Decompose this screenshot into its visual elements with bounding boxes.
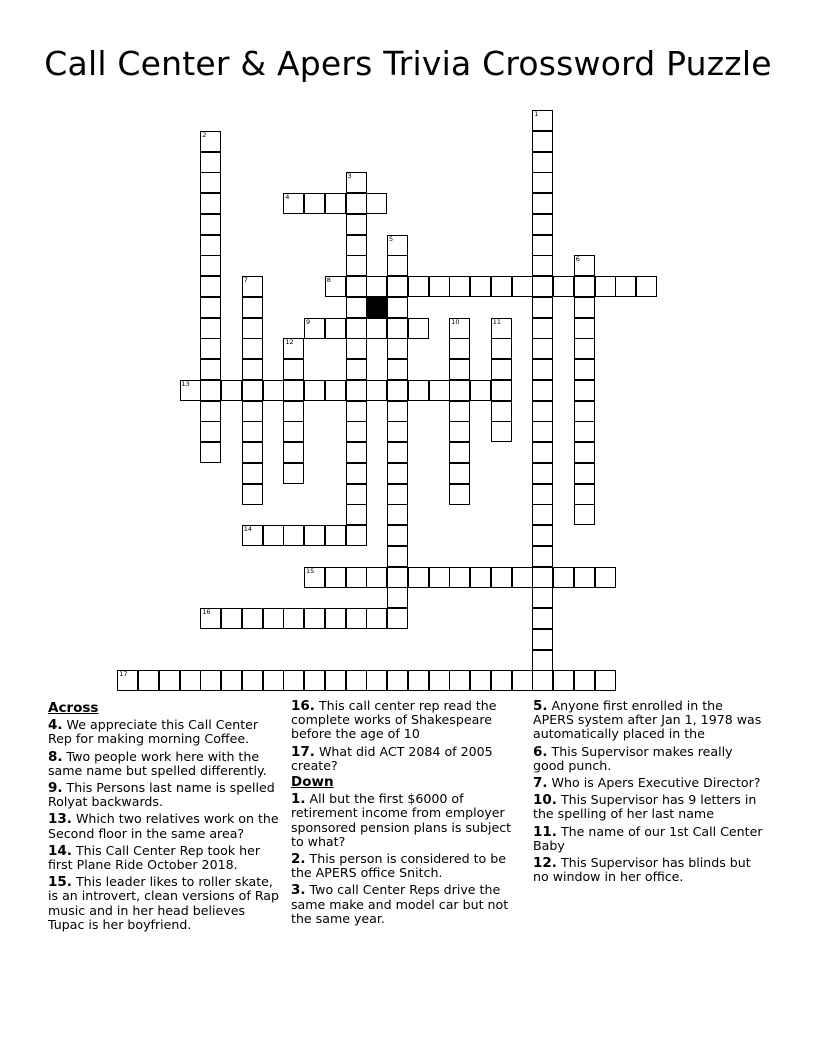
clue-down-1: 1. All but the first $6000 of retirement income from employer sponsored pension plans is subject to what?: [291, 791, 512, 849]
grid-cell[interactable]: [325, 276, 346, 297]
grid-cell[interactable]: [346, 380, 367, 401]
grid-cell[interactable]: [200, 193, 221, 214]
grid-cell[interactable]: [221, 670, 242, 691]
grid-cell[interactable]: [532, 152, 553, 173]
grid-cell[interactable]: [574, 567, 595, 588]
grid-cell[interactable]: [200, 338, 221, 359]
grid-cell[interactable]: [491, 338, 512, 359]
grid-cell[interactable]: [636, 276, 657, 297]
grid-cell[interactable]: [283, 401, 304, 422]
grid-cell[interactable]: [346, 525, 367, 546]
grid-cell[interactable]: [242, 297, 263, 318]
clue-number-label: 17: [119, 670, 128, 679]
grid-cell[interactable]: [242, 421, 263, 442]
grid-cell[interactable]: [387, 318, 408, 339]
grid-cell[interactable]: [574, 463, 595, 484]
clue-column-2: [291, 699, 523, 926]
grid-cell[interactable]: [512, 670, 533, 691]
grid-cell[interactable]: [491, 670, 512, 691]
grid-cell[interactable]: [159, 670, 180, 691]
grid-cell[interactable]: [491, 318, 512, 339]
grid-cell[interactable]: [221, 380, 242, 401]
grid-cell[interactable]: [346, 297, 367, 318]
grid-cell[interactable]: [532, 525, 553, 546]
grid-cell[interactable]: [366, 276, 387, 297]
grid-cell[interactable]: [532, 193, 553, 214]
grid-cell[interactable]: [325, 380, 346, 401]
clue-number-label: 3: [347, 172, 352, 181]
grid-cell[interactable]: [366, 608, 387, 629]
down-heading: Down: [291, 774, 334, 791]
clue-number-label: 6: [575, 255, 580, 264]
grid-cell[interactable]: [408, 318, 429, 339]
grid-cell[interactable]: [221, 608, 242, 629]
grid-cell[interactable]: [346, 172, 367, 193]
grid-cell[interactable]: [449, 670, 470, 691]
grid-cell[interactable]: [387, 338, 408, 359]
grid-cell[interactable]: [387, 463, 408, 484]
grid-cell[interactable]: [449, 338, 470, 359]
grid-cell[interactable]: [346, 567, 367, 588]
grid-cell[interactable]: [574, 442, 595, 463]
grid-cell[interactable]: [242, 359, 263, 380]
grid-cell[interactable]: [532, 131, 553, 152]
clue-column-1: [48, 699, 280, 932]
clue-number-label: 4: [285, 193, 290, 201]
grid-cell[interactable]: [429, 380, 450, 401]
clue-number-label: 13: [181, 379, 190, 388]
grid-cell[interactable]: [615, 276, 636, 297]
grid-cell[interactable]: [366, 380, 387, 401]
grid-cell[interactable]: [574, 318, 595, 339]
grid-cell[interactable]: [408, 670, 429, 691]
grid-cell[interactable]: [574, 359, 595, 380]
grid-cell[interactable]: [574, 338, 595, 359]
grid-cell[interactable]: [263, 608, 284, 629]
grid-cell[interactable]: [304, 670, 325, 691]
grid-cell[interactable]: [512, 567, 533, 588]
grid-cell[interactable]: [242, 338, 263, 359]
grid-cell[interactable]: [491, 276, 512, 297]
grid-cell[interactable]: [553, 567, 574, 588]
grid-cell[interactable]: [595, 670, 616, 691]
grid-cell[interactable]: [408, 276, 429, 297]
grid-cell[interactable]: [532, 380, 553, 401]
grid-cell[interactable]: [138, 670, 159, 691]
clue-number-label: 12: [285, 338, 294, 347]
grid-cell[interactable]: [429, 276, 450, 297]
clue-number-label: 8: [326, 276, 331, 284]
grid-cell[interactable]: [387, 608, 408, 629]
grid-cell[interactable]: [449, 463, 470, 484]
grid-cell[interactable]: [283, 338, 304, 359]
grid-cell[interactable]: [470, 567, 491, 588]
black-square: [366, 297, 387, 318]
grid-cell[interactable]: [532, 276, 553, 297]
grid-cell[interactable]: [532, 214, 553, 235]
grid-cell[interactable]: [532, 484, 553, 505]
grid-cell[interactable]: [283, 193, 304, 214]
grid-cell[interactable]: [283, 608, 304, 629]
grid-cell[interactable]: [242, 318, 263, 339]
grid-cell[interactable]: [449, 484, 470, 505]
grid-cell[interactable]: [574, 670, 595, 691]
grid-cell[interactable]: [532, 650, 553, 671]
grid-cell[interactable]: [574, 276, 595, 297]
grid-cell[interactable]: [283, 463, 304, 484]
grid-cell[interactable]: [387, 504, 408, 525]
clue-number-label: 11: [492, 317, 502, 326]
grid-cell[interactable]: [366, 670, 387, 691]
grid-cell[interactable]: [491, 567, 512, 588]
grid-cell[interactable]: [180, 670, 201, 691]
grid-cell[interactable]: [574, 255, 595, 276]
grid-cell[interactable]: [346, 670, 367, 691]
grid-cell[interactable]: [346, 338, 367, 359]
grid-cell[interactable]: [325, 525, 346, 546]
grid-cell[interactable]: [532, 297, 553, 318]
grid-cell[interactable]: [595, 567, 616, 588]
grid-cell[interactable]: [491, 380, 512, 401]
grid-cell[interactable]: [366, 193, 387, 214]
grid-cell[interactable]: [346, 255, 367, 276]
grid-cell[interactable]: [304, 567, 325, 588]
grid-cell[interactable]: [304, 193, 325, 214]
clue-across-17: 17. What did ACT 2084 of 2005 create?: [291, 743, 493, 773]
grid-cell[interactable]: [200, 152, 221, 173]
grid-cell[interactable]: [283, 359, 304, 380]
clue-down-6: 6. This Supervisor makes really good punch.: [533, 743, 733, 773]
grid-cell[interactable]: [574, 504, 595, 525]
puzzle-title: Call Center & Apers Trivia Crossword Puzzle: [44, 44, 772, 83]
grid-cell[interactable]: [346, 484, 367, 505]
grid-cell[interactable]: [449, 276, 470, 297]
grid-cell[interactable]: [325, 608, 346, 629]
grid-cell[interactable]: [532, 338, 553, 359]
grid-cell[interactable]: [574, 297, 595, 318]
grid-cell[interactable]: [532, 255, 553, 276]
clue-number-label: 15: [306, 566, 315, 575]
grid-cell[interactable]: [470, 276, 491, 297]
grid-cell[interactable]: [408, 567, 429, 588]
grid-cell[interactable]: [200, 131, 221, 152]
grid-cell[interactable]: [387, 546, 408, 567]
grid-cell[interactable]: [325, 193, 346, 214]
grid-cell[interactable]: [304, 525, 325, 546]
grid-cell[interactable]: [532, 442, 553, 463]
clue-across-14: 14. This Call Center Rep took her first Plane Ride October 2018.: [48, 842, 261, 873]
grid-cell[interactable]: [387, 359, 408, 380]
grid-cell[interactable]: [387, 235, 408, 256]
grid-cell[interactable]: [532, 401, 553, 422]
clue-down-10: 10. This Supervisor has 9 letters in the spelling of her last name: [533, 792, 757, 822]
grid-cell[interactable]: [180, 380, 201, 401]
grid-cell[interactable]: [242, 401, 263, 422]
grid-cell[interactable]: [200, 214, 221, 235]
grid-cell[interactable]: [200, 172, 221, 193]
grid-cell[interactable]: [595, 276, 616, 297]
grid-cell[interactable]: [283, 670, 304, 691]
grid-cell[interactable]: [449, 442, 470, 463]
grid-cell[interactable]: [304, 318, 325, 339]
grid-cell[interactable]: [532, 463, 553, 484]
grid-cell[interactable]: [346, 193, 367, 214]
grid-cell[interactable]: [325, 670, 346, 691]
grid-cell[interactable]: [242, 525, 263, 546]
grid-cell[interactable]: [200, 670, 221, 691]
grid-cell[interactable]: [200, 297, 221, 318]
clue-number-label: 5: [389, 234, 394, 243]
grid-cell[interactable]: [263, 525, 284, 546]
clue-across-16: 16. This call center rep read the complete works of Shakespeare before the age of 10: [291, 698, 497, 742]
grid-cell[interactable]: [346, 504, 367, 525]
grid-cell[interactable]: [532, 318, 553, 339]
grid-cell[interactable]: [532, 421, 553, 442]
grid-cell[interactable]: [242, 670, 263, 691]
across-heading: Across: [48, 700, 99, 716]
grid-cell[interactable]: [387, 525, 408, 546]
clue-down-12: 12. This Supervisor has blinds but no window in her office.: [533, 855, 751, 885]
clue-number-label: 10: [451, 317, 460, 326]
grid-cell[interactable]: [325, 567, 346, 588]
grid-cell[interactable]: [304, 608, 325, 629]
grid-cell[interactable]: [242, 380, 263, 401]
grid-cell[interactable]: [449, 401, 470, 422]
grid-cell[interactable]: [491, 421, 512, 442]
clue-down-11: 11. The name of our 1st Call Center Baby: [533, 823, 763, 853]
grid-cell[interactable]: [346, 318, 367, 339]
grid-cell[interactable]: [532, 670, 553, 691]
grid-cell[interactable]: [304, 380, 325, 401]
grid-cell[interactable]: [387, 276, 408, 297]
grid-cell[interactable]: [366, 318, 387, 339]
grid-cell[interactable]: [242, 608, 263, 629]
grid-cell[interactable]: [429, 567, 450, 588]
grid-cell[interactable]: [387, 567, 408, 588]
grid-cell[interactable]: [263, 380, 284, 401]
clue-across-9: 9. This Persons last name is spelled Rolyat backwards.: [48, 780, 275, 810]
clue-column-3: [533, 699, 765, 884]
grid-cell[interactable]: [387, 442, 408, 463]
grid-cell[interactable]: [553, 670, 574, 691]
grid-cell[interactable]: [346, 608, 367, 629]
grid-cell[interactable]: [387, 297, 408, 318]
grid-cell[interactable]: [532, 546, 553, 567]
grid-cell[interactable]: [346, 235, 367, 256]
grid-cell[interactable]: [200, 318, 221, 339]
clue-across-13: 13. Which two relatives work on the Second floor in the same area?: [48, 811, 279, 841]
grid-cell[interactable]: [532, 359, 553, 380]
grid-cell[interactable]: [387, 380, 408, 401]
clue-across-4: 4. We appreciate this Call Center Rep for making morning Coffee.: [48, 717, 259, 747]
grid-cell[interactable]: [512, 276, 533, 297]
grid-cell[interactable]: [366, 567, 387, 588]
clue-down-7: 7. Who is Apers Executive Director?: [533, 775, 761, 792]
grid-cell[interactable]: [387, 255, 408, 276]
grid-cell[interactable]: [387, 670, 408, 691]
grid-cell[interactable]: [283, 442, 304, 463]
clue-number-label: 1: [534, 110, 539, 118]
grid-cell[interactable]: [200, 235, 221, 256]
grid-cell[interactable]: [449, 421, 470, 442]
grid-cell[interactable]: [242, 442, 263, 463]
grid-cell[interactable]: [532, 504, 553, 525]
grid-cell[interactable]: [242, 463, 263, 484]
grid-cell[interactable]: [200, 255, 221, 276]
clue-number-label: 14: [243, 525, 253, 533]
clue-across-15: 15. This leader likes to roller skate, is an introvert, clean versions of Rap music and in her head believes Tupac is her boyfriend.: [48, 874, 280, 932]
clue-down-2: 2. This person is considered to be the APERS office Snitch.: [291, 851, 506, 881]
clue-down-5: 5. Anyone first enrolled in the APERS system after Jan 1, 1978 was automatically placed in the: [533, 698, 762, 742]
grid-cell[interactable]: [263, 670, 284, 691]
grid-cell[interactable]: [346, 463, 367, 484]
grid-cell[interactable]: [200, 276, 221, 297]
grid-cell[interactable]: [242, 276, 263, 297]
grid-cell[interactable]: [346, 214, 367, 235]
grid-cell[interactable]: [346, 421, 367, 442]
clue-number-label: 7: [243, 276, 248, 284]
grid-cell[interactable]: [200, 380, 221, 401]
grid-cell[interactable]: [532, 587, 553, 608]
grid-cell[interactable]: [491, 359, 512, 380]
grid-cell[interactable]: [532, 172, 553, 193]
grid-cell[interactable]: [283, 380, 304, 401]
grid-cell[interactable]: [200, 359, 221, 380]
grid-cell[interactable]: [574, 401, 595, 422]
grid-cell[interactable]: [449, 380, 470, 401]
grid-cell[interactable]: [283, 421, 304, 442]
grid-cell[interactable]: [429, 670, 450, 691]
grid-cell[interactable]: [532, 567, 553, 588]
grid-cell[interactable]: [387, 587, 408, 608]
grid-cell[interactable]: [200, 421, 221, 442]
grid-cell[interactable]: [325, 318, 346, 339]
grid-cell[interactable]: [408, 380, 429, 401]
clue-number-label: 2: [202, 130, 207, 139]
grid-cell[interactable]: [574, 421, 595, 442]
grid-cell[interactable]: [553, 276, 574, 297]
grid-cell[interactable]: [387, 421, 408, 442]
grid-cell[interactable]: [387, 401, 408, 422]
grid-cell[interactable]: [491, 401, 512, 422]
grid-cell[interactable]: [346, 401, 367, 422]
grid-cell[interactable]: [200, 401, 221, 422]
grid-cell[interactable]: [574, 380, 595, 401]
grid-cell[interactable]: [387, 484, 408, 505]
clue-across-8: 8. Two people work here with the same name but spelled differently.: [48, 748, 267, 778]
clue-number-label: 16: [202, 608, 211, 616]
grid-cell[interactable]: [532, 608, 553, 629]
clue-down-3: 3. Two call Center Reps drive the same make and model car but not the same year.: [291, 882, 509, 926]
clue-number-label: 9: [306, 317, 311, 326]
grid-cell[interactable]: [346, 359, 367, 380]
grid-cell[interactable]: [470, 380, 491, 401]
grid-cell[interactable]: [449, 567, 470, 588]
grid-cell[interactable]: [242, 484, 263, 505]
grid-cell[interactable]: [283, 525, 304, 546]
grid-cell[interactable]: [470, 670, 491, 691]
grid-cell[interactable]: [200, 608, 221, 629]
grid-cell[interactable]: [346, 276, 367, 297]
grid-cell[interactable]: [532, 629, 553, 650]
grid-cell[interactable]: [449, 318, 470, 339]
grid-cell[interactable]: [449, 359, 470, 380]
grid-cell[interactable]: [200, 442, 221, 463]
grid-cell[interactable]: [532, 110, 553, 131]
grid-cell[interactable]: [532, 235, 553, 256]
grid-cell[interactable]: [346, 442, 367, 463]
grid-cell[interactable]: [574, 484, 595, 505]
grid-cell[interactable]: [117, 670, 138, 691]
